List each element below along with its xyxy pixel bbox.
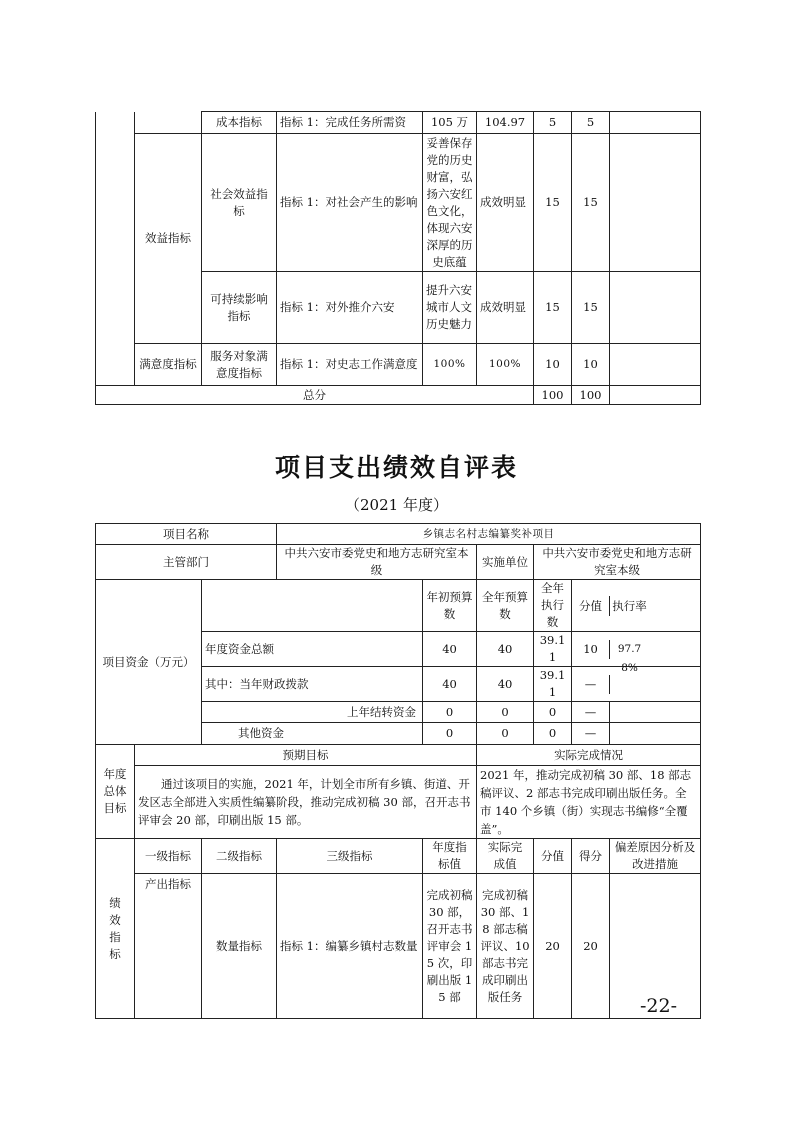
- impl-label: 实施单位: [477, 545, 534, 580]
- sustain-level2: 可持续影响指标: [202, 272, 277, 344]
- funds-row-label: 年度资金总额: [202, 632, 423, 667]
- funds-cell: 40: [477, 632, 534, 667]
- funds-row-label: 上年结转资金: [202, 702, 423, 723]
- social-level2: 社会效益指标: [202, 134, 277, 272]
- social-target: 妥善保存党的历史财富，弘扬六安红色文化，体现六安深厚的历史底蕴: [423, 134, 477, 272]
- goal-expected: 通过该项目的实施，2021 年，计划全市所有乡镇、街道、开发区志全部进入实质性编纂阶段，推动完成初稿 30 部，召开志书评审会 20 部，印刷出版 15 部。: [135, 766, 477, 839]
- sustain-score: 15: [572, 272, 610, 344]
- funds-header-3: 全年执行数: [534, 580, 572, 632]
- funds-cell: —: [572, 675, 610, 694]
- total-label: 总分: [96, 386, 534, 405]
- ind-header-6: 分值: [534, 839, 572, 874]
- goal-label: 年度总体目标: [96, 745, 135, 839]
- funds-cell: —: [572, 702, 610, 722]
- funds-cell: 39.11: [534, 667, 572, 702]
- sustain-deviation: [610, 272, 701, 344]
- total-row: [96, 386, 701, 405]
- funds-header-4: 分值: [572, 596, 610, 616]
- funds-cell: 40: [423, 667, 477, 702]
- output-level2: 数量指标: [202, 874, 277, 1019]
- cost-level2: 成本指标: [202, 112, 277, 134]
- ind-header-2: 二级指标: [202, 839, 277, 874]
- funds-cell: 39.11: [534, 632, 572, 667]
- output-target: 完成初稿 30 部，召开志书评审会 15 次，印刷出版 15 部: [423, 874, 477, 1019]
- cost-deviation: [610, 112, 701, 134]
- ind-header-3: 三级指标: [277, 839, 423, 874]
- social-benefit-row: [96, 134, 701, 272]
- total-deviation: [610, 386, 701, 405]
- funds-cell: 0: [477, 723, 534, 745]
- output-level3: 指标 1：编纂乡镇村志数量: [277, 874, 423, 1019]
- funds-cell: 0: [423, 723, 477, 745]
- satisfaction-level2: 服务对象满意度指标: [202, 344, 277, 386]
- social-deviation: [610, 134, 701, 272]
- funds-inner: [572, 702, 701, 723]
- satisfaction-target: 100%: [423, 344, 477, 386]
- funds-inner: [572, 723, 701, 745]
- cost-score: 5: [572, 112, 610, 134]
- satisfaction-row: [96, 344, 701, 386]
- benefit-level1: 效益指标: [135, 134, 202, 344]
- goal-content-row: [96, 766, 701, 839]
- cost-level3: 指标 1：完成任务所需资: [277, 112, 423, 134]
- funds-cell: [610, 675, 649, 694]
- funds-cell: —: [572, 723, 610, 744]
- impl-value: 中共六安市委党史和地方志研究室本级: [534, 545, 701, 580]
- goal-actual-header: 实际完成情况: [477, 745, 701, 766]
- funds-label: 项目资金（万元）: [96, 580, 202, 745]
- funds-cell: 0: [534, 723, 572, 745]
- funds-header-blank: [202, 580, 423, 632]
- output-level1: 产出指标: [135, 874, 202, 1019]
- sustain-weight: 15: [534, 272, 572, 344]
- goal-header-row: [96, 745, 701, 766]
- performance-table-continued: [95, 111, 701, 405]
- dept-label: 主管部门: [96, 545, 277, 580]
- cost-target: 105 万: [423, 112, 477, 134]
- indicator-outer-cell: [96, 112, 135, 386]
- cost-weight: 5: [534, 112, 572, 134]
- satisfaction-level3: 指标 1：对史志工作满意度: [277, 344, 423, 386]
- funds-inner: [572, 632, 701, 674]
- funds-cell: [610, 702, 649, 722]
- cost-level1-cell: [135, 112, 202, 134]
- funds-header-1: 年初预算数: [423, 580, 477, 632]
- funds-cell: 10: [572, 640, 610, 659]
- funds-cell: 40: [477, 667, 534, 702]
- funds-cell: 0: [477, 702, 534, 723]
- output-weight: 20: [534, 874, 572, 1019]
- funds-header-2: 全年预算数: [477, 580, 534, 632]
- dept-row: [96, 545, 701, 580]
- ind-header-5: 实际完成值: [477, 839, 534, 874]
- page-number: -22-: [640, 995, 678, 1017]
- page-subtitle: （2021 年度）: [345, 496, 448, 514]
- ind-label: 绩效指标: [96, 839, 135, 1019]
- funds-cell: 0: [534, 702, 572, 723]
- funds-cell: 0: [423, 702, 477, 723]
- social-score: 15: [572, 134, 610, 272]
- social-level3: 指标 1：对社会产生的影响: [277, 134, 423, 272]
- social-weight: 15: [534, 134, 572, 272]
- sustain-target: 提升六安城市人文历史魅力: [423, 272, 477, 344]
- social-actual: 成效明显: [477, 134, 534, 272]
- ind-header-1: 一级指标: [135, 839, 202, 874]
- funds-header-inner: [572, 580, 701, 632]
- indicator-header-row: [96, 839, 701, 874]
- dept-value: 中共六安市委党史和地方志研究室本级: [277, 545, 477, 580]
- cost-actual: 104.97: [477, 112, 534, 134]
- funds-cell: [610, 723, 649, 744]
- ind-header-7: 得分: [572, 839, 610, 874]
- total-weight: 100: [534, 386, 572, 405]
- satisfaction-level1: 满意度指标: [135, 344, 202, 386]
- funds-row-label: 其中：当年财政拨款: [202, 667, 423, 702]
- total-score: 100: [572, 386, 610, 405]
- goal-actual: 2021 年，推动完成初稿 30 部、18 部志稿评议、2 部志书完成印刷出版任务。全市 140 个乡镇（街）实现志书编修“全覆盖”。: [477, 766, 701, 839]
- project-name-row: [96, 524, 701, 545]
- satisfaction-deviation: [610, 344, 701, 386]
- ind-header-8: 偏差原因分析及改进措施: [610, 839, 701, 874]
- funds-row-label: 其他资金: [202, 723, 423, 745]
- sustain-actual: 成效明显: [477, 272, 534, 344]
- funds-cell: 40: [423, 632, 477, 667]
- output-row: [96, 874, 701, 1019]
- goal-expected-header: 预期目标: [135, 745, 477, 766]
- output-actual: 完成初稿 30 部、18 部志稿评议、10 部志书完成印刷出版任务: [477, 874, 534, 1019]
- page-title: 项目支出绩效自评表: [274, 453, 518, 482]
- self-evaluation-table: [95, 523, 701, 1019]
- ind-header-4: 年度指标值: [423, 839, 477, 874]
- cost-row: [96, 112, 701, 134]
- funds-header-5: 执行率: [612, 598, 647, 613]
- satisfaction-score: 10: [572, 344, 610, 386]
- funds-header-row: [96, 580, 701, 632]
- sustain-level3: 指标 1：对外推介六安: [277, 272, 423, 344]
- output-score: 20: [572, 874, 610, 1019]
- satisfaction-weight: 10: [534, 344, 572, 386]
- satisfaction-actual: 100%: [477, 344, 534, 386]
- funds-cell: 97.78%: [617, 642, 642, 674]
- project-name-label: 项目名称: [96, 524, 277, 545]
- project-name: 乡镇志名村志编纂奖补项目: [277, 524, 701, 545]
